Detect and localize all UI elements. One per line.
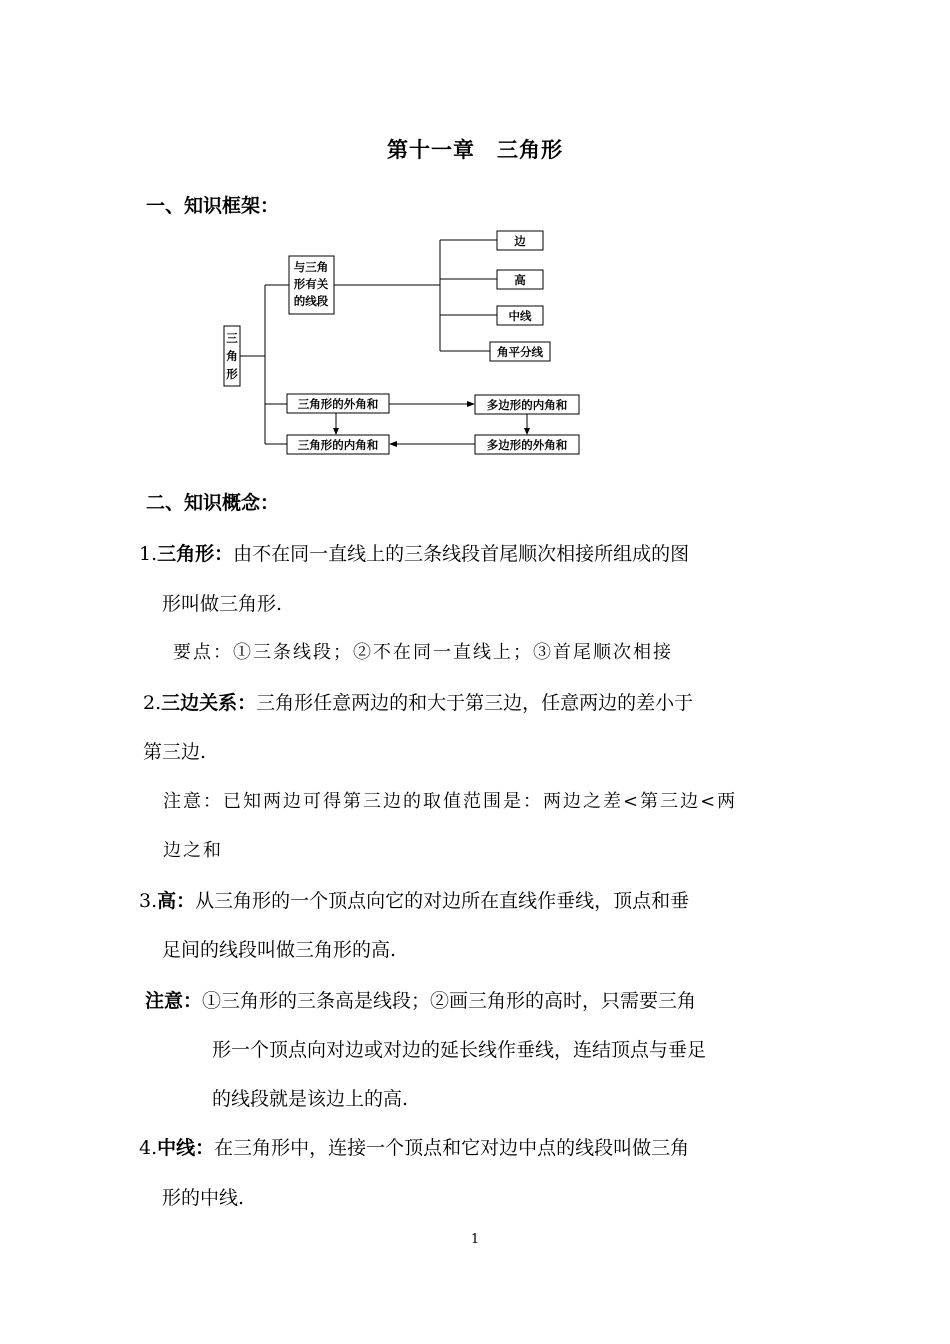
root-label-3: 形: [226, 367, 238, 381]
concept-side-relation-line2: 第三边.: [143, 741, 207, 763]
concept-triangle-line2: 形叫做三角形.: [162, 593, 283, 615]
node-angle-bisector: 角平分线: [497, 345, 543, 359]
root-label-2: 角: [226, 349, 238, 363]
concept-side-relation-line1: [143, 688, 693, 715]
knowledge-framework-diagram: [0, 0, 950, 480]
concept-definition: 从三角形的一个顶点向它的对边所在直线作垂线，顶点和垂: [195, 890, 690, 912]
page-title: 第十一章 三角形: [387, 138, 563, 162]
concept-term: 三边关系：: [161, 692, 257, 714]
node-triangle-interior-sum: 三角形的内角和: [297, 438, 379, 452]
node-median: 中线: [508, 309, 532, 323]
concept-side-relation-note2: 边之和: [163, 840, 223, 861]
concept-altitude-note-line2: 形一个顶点向对边或对边的延长线作垂线，连结顶点与垂足: [212, 1039, 707, 1061]
section-heading-framework: 一、知识框架：: [146, 195, 280, 217]
root-label-1: 三: [226, 331, 238, 345]
concept-altitude-note-line1: [145, 986, 696, 1013]
item-number: 4.: [139, 1137, 158, 1159]
item-number: 1.: [139, 543, 158, 565]
concept-definition: 由不在同一直线上的三条线段首尾顺次相接所组成的图: [233, 543, 690, 565]
node-side: 边: [514, 234, 526, 248]
concept-median-line1: [139, 1133, 689, 1160]
concept-term: 中线：: [157, 1137, 215, 1159]
concept-triangle-line1: [139, 539, 689, 566]
segments-group-label-2: 形有关: [293, 277, 329, 291]
concept-altitude-line1: [139, 886, 689, 913]
node-altitude: 高: [514, 273, 526, 287]
concept-altitude-note-line3: 的线段就是该边上的高.: [212, 1088, 409, 1110]
node-triangle-exterior-sum: 三角形的外角和: [297, 397, 379, 411]
concept-side-relation-note1: 注意：已知两边可得第三边的取值范围是：两边之差<第三边<两: [163, 791, 738, 812]
concept-term: 高：: [157, 890, 196, 912]
concept-altitude-line2: 足间的线段叫做三角形的高.: [162, 939, 397, 961]
segments-group-label-3: 的线段: [293, 294, 329, 308]
concept-triangle-keypoints: 要点：①三条线段；②不在同一直线上；③首尾顺次相接: [173, 642, 673, 663]
concept-definition: 在三角形中，连接一个顶点和它对边中点的线段叫做三角: [214, 1137, 690, 1159]
note-text: ①三角形的三条高是线段；②画三角形的高时，只需要三角: [202, 990, 697, 1012]
segments-group-label-1: 与三角: [293, 260, 329, 274]
item-number: 2.: [143, 692, 162, 714]
concept-median-line2: 形的中线.: [162, 1187, 245, 1209]
section-heading-concepts: 二、知识概念：: [146, 492, 280, 514]
item-number: 3.: [139, 890, 158, 912]
concept-definition: 三角形任意两边的和大于第三边，任意两边的差小于: [256, 692, 694, 714]
page-number: 1: [470, 1232, 480, 1247]
node-polygon-interior-sum: 多边形的内角和: [486, 398, 568, 412]
note-label: 注意：: [145, 990, 203, 1012]
node-polygon-exterior-sum: 多边形的外角和: [486, 438, 568, 452]
concept-term: 三角形：: [157, 543, 234, 565]
